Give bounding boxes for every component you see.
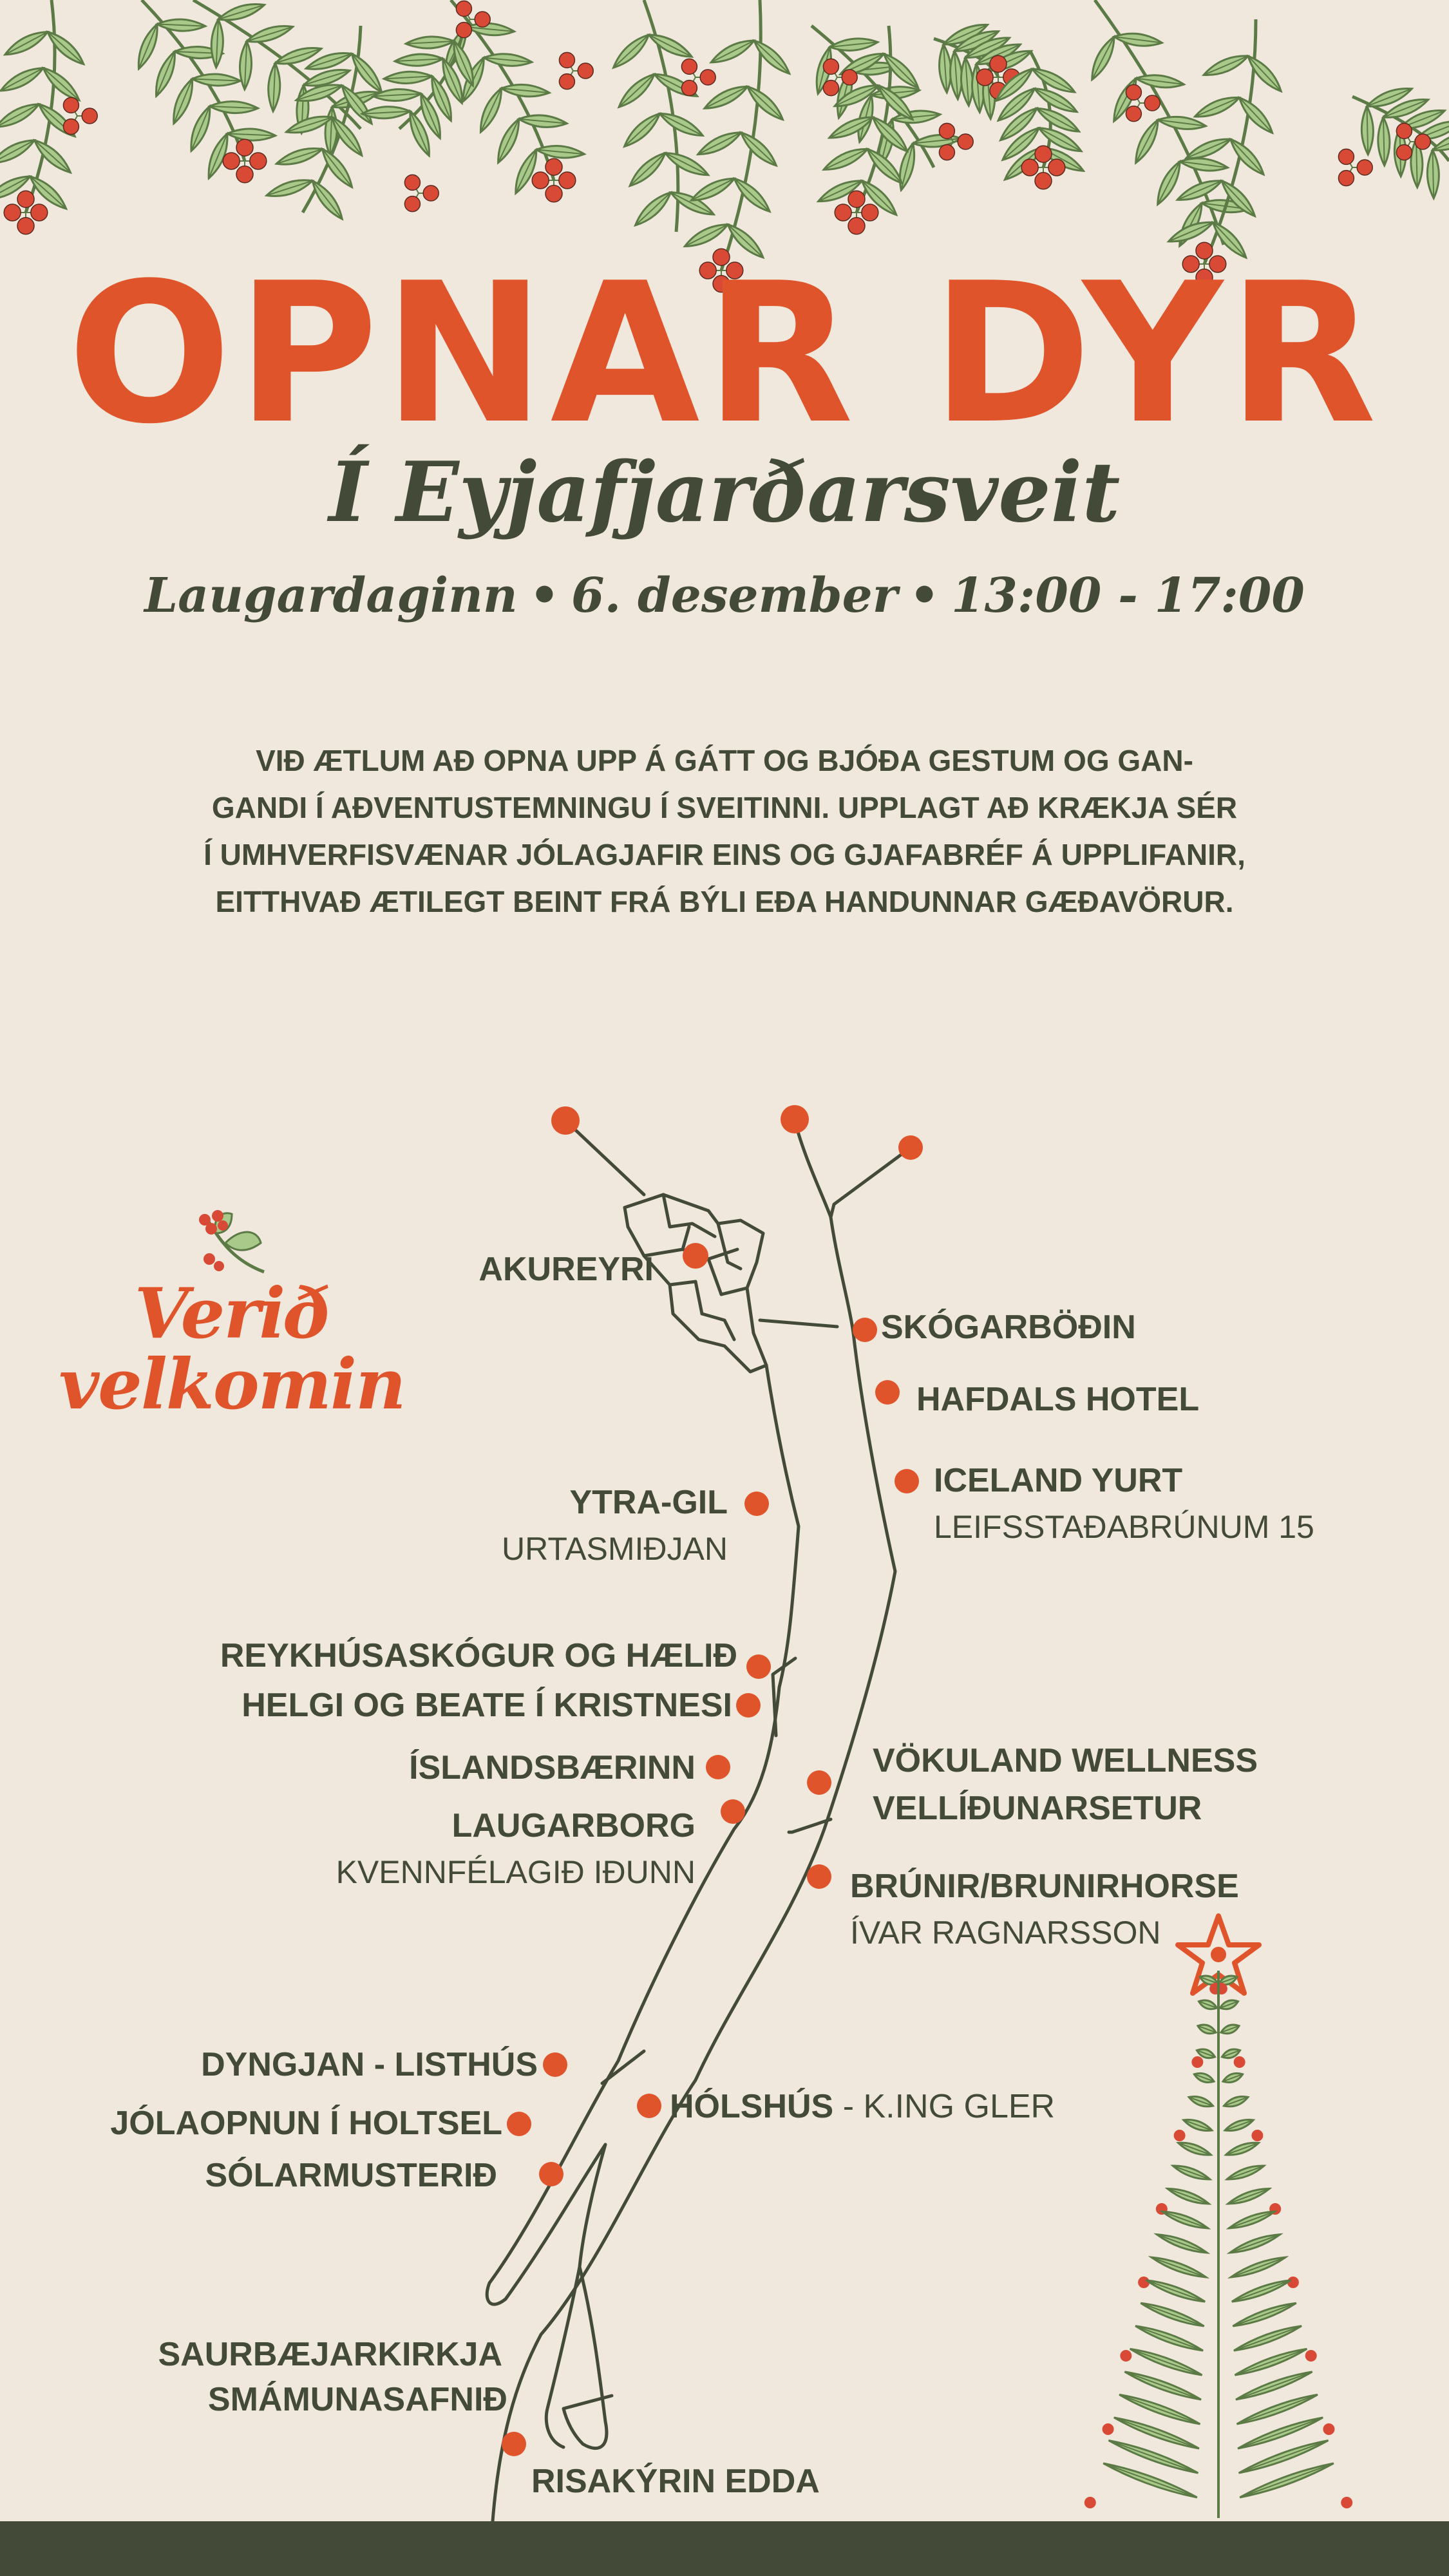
event-dateline: Laugardaginn • 6. desember • 13:00 - 17:00 <box>144 568 1305 623</box>
label-laugarborg: LAUGARBORG <box>451 1807 696 1844</box>
footer-bar <box>0 2521 1449 2576</box>
label-saurbaejarkirkja: SAURBÆJARKIRKJA <box>158 2336 502 2373</box>
label-holshus: HÓLSHÚS - K.ING GLER <box>670 2088 1056 2125</box>
label-brunir-sub: ÍVAR RAGNARSSON <box>850 1915 1161 1951</box>
label-jolaopnun: JÓLAOPNUN Í HOLTSEL <box>110 2105 502 2142</box>
pin-hafdals <box>875 1380 900 1405</box>
pin-holshus <box>637 2094 661 2118</box>
road-northwest <box>565 1121 644 1195</box>
road-northeast <box>831 1148 911 1217</box>
label-smamunasafnid: SMÁMUNASAFNIÐ <box>207 2381 507 2418</box>
intro-line: EITTHVAÐ ÆTILEGT BEINT FRÁ BÝLI EÐA HANDUNNAR GÆÐAVÖRUR. <box>215 885 1234 918</box>
intro-line: GANDI Í AÐVENTUSTEMNINGU Í SVEITINNI. UPPLAGT AÐ KRÆKJA SÉR <box>211 791 1238 824</box>
pin-akureyri <box>683 1243 708 1269</box>
pin-ytra-gil <box>744 1492 769 1516</box>
intro-line: Í UMHVERFISVÆNAR JÓLAGJAFIR EINS OG GJAFABRÉF Á UPPLIFANIR, <box>204 838 1245 871</box>
pin-brunir <box>807 1864 831 1889</box>
label-akureyri: AKUREYRI <box>478 1251 654 1288</box>
label-brunir: BRÚNIR/BRUNIRHORSE <box>850 1868 1239 1905</box>
label-solarmusterid: SÓLARMUSTERIÐ <box>205 2157 497 2194</box>
label-reykhusaskogur: REYKHÚSASKÓGUR OG HÆLIÐ <box>220 1637 737 1674</box>
road-west <box>487 1365 799 2447</box>
pin-iceland-yurt <box>895 1469 919 1493</box>
label-holshus-name: HÓLSHÚS <box>670 2088 834 2125</box>
road-connector-1 <box>760 1320 837 1327</box>
event-date: 6. desember <box>571 568 898 623</box>
pin-north <box>781 1105 809 1133</box>
pin-islandsbaerinn <box>706 1755 730 1779</box>
label-iceland-yurt-address: LEIFSSTAÐABRÚNUM 15 <box>934 1509 1314 1545</box>
pin-helgi-beate <box>736 1693 761 1718</box>
poster-subtitle: Í Eyjafjarðarsveit <box>328 444 1121 541</box>
pin-vokuland <box>807 1770 831 1795</box>
pin-risakyrin <box>502 2432 526 2456</box>
poster-title: OPNAR DYR <box>67 242 1382 466</box>
pin-north-west <box>551 1106 580 1135</box>
label-dyngjan: DYNGJAN - LISTHÚS <box>201 2046 538 2083</box>
label-ytra-gil-sub: URTASMIÐJAN <box>502 1531 728 1567</box>
intro-line: VIÐ ÆTLUM AÐ OPNA UPP Á GÁTT OG BJÓÐA GESTUM OG GAN- <box>256 744 1193 777</box>
label-islandsbaerinn: ÍSLANDSBÆRINN <box>409 1749 696 1786</box>
pin-solarmusterid <box>539 2162 564 2186</box>
intro-text <box>161 737 1288 925</box>
pin-reykhusaskogur <box>746 1654 771 1679</box>
label-ytra-gil: YTRA-GIL <box>569 1484 728 1521</box>
label-vokuland-1: VÖKULAND WELLNESS <box>873 1742 1258 1779</box>
pin-laugarborg <box>721 1799 745 1824</box>
road-connector-4 <box>602 2051 644 2083</box>
pin-north-east <box>898 1135 923 1160</box>
road-north <box>795 1121 831 1217</box>
welcome-text <box>39 1273 425 1425</box>
label-risakyrin: RISAKÝRIN EDDA <box>531 2463 820 2500</box>
pin-dyngjan <box>543 2052 567 2077</box>
pin-skogarbodin <box>853 1318 877 1342</box>
label-helgi-beate: HELGI OG BEATE Í KRISTNESI <box>242 1687 732 1724</box>
label-iceland-yurt: ICELAND YURT <box>934 1462 1183 1499</box>
welcome-line-2: velkomin <box>59 1344 405 1425</box>
label-laugarborg-sub: KVENNFÉLAGIÐ IÐUNN <box>336 1854 696 1890</box>
event-day: Laugardaginn <box>144 568 518 623</box>
event-time: 13:00 - 17:00 <box>951 568 1305 623</box>
pin-jolaopnun <box>507 2112 531 2136</box>
label-skogarbodin: SKÓGARBÖÐIN <box>881 1309 1136 1346</box>
label-vokuland-2: VELLÍÐUNARSETUR <box>873 1790 1202 1827</box>
label-holshus-sub: K.ING GLER <box>863 2088 1056 2125</box>
welcome-line-1: Verið <box>134 1273 330 1354</box>
label-hafdals-hotel: HAFDALS HOTEL <box>916 1381 1200 1418</box>
